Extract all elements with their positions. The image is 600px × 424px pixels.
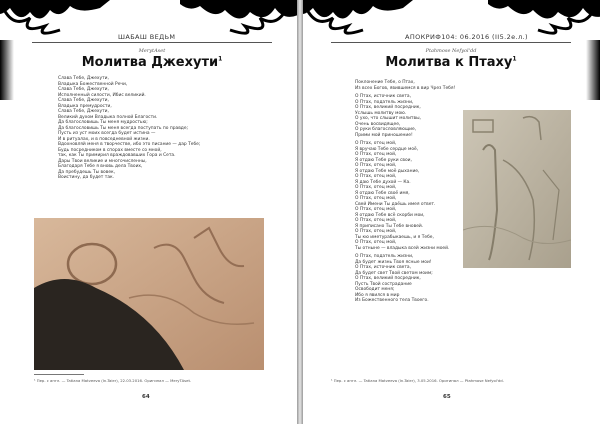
poem-line: Ты кю иметурабыкаешь, и я Тебе, xyxy=(355,234,434,240)
poem-line: Да пребудешь Ты вовек, xyxy=(58,169,116,175)
poem-line: Я отдаю Тебе своё имя, xyxy=(355,190,410,196)
footnote: ¹ Пер. с англ. — Tatiana Matveeva (In-Taier), 3.05.2016. Оригинал — Ptahmose Nefyol'dd. xyxy=(331,378,504,383)
poem-line: О Птах, податель жизни, xyxy=(355,99,414,105)
poem-body xyxy=(355,80,455,304)
ptah-relief-photo-icon xyxy=(463,110,571,268)
poem-line: Слава Тебе, Джехути, xyxy=(58,98,109,103)
relief-photo-icon xyxy=(34,218,264,370)
poem-line: О Птах, источник света, xyxy=(355,94,412,99)
poem-line: Я приписано Ты Тебе вновей. xyxy=(355,223,424,229)
poem-line: Услышь молитву мою. xyxy=(355,110,407,116)
poem-body xyxy=(58,76,200,181)
poem-line: Прими мой приношение! xyxy=(355,132,413,138)
footnote: ¹ Пер. с англ. — Tatiana Matveeva (In-Taier), 22.03.2016. Оригинал — MeryTAset. xyxy=(34,378,192,383)
poem-line: Дары Твои великие и многочисленны, xyxy=(58,158,147,164)
left-edge-shade xyxy=(0,40,14,100)
title-note: 1 xyxy=(218,55,223,63)
poem-line: О Птах, отец мой, xyxy=(355,196,397,201)
poem-line: Я отдаю Тебе всё скорби мои, xyxy=(355,212,425,218)
page-title xyxy=(32,55,272,70)
poem-line: О Птах, отец мой, xyxy=(355,152,397,157)
poem-line: О Птах, отец мой, xyxy=(355,207,397,212)
header-rule xyxy=(331,42,571,43)
poem-line: Из всех Богов, явившемся в вир Чрез Тебя! xyxy=(355,85,456,91)
poem-line: Я вручаю Тебе сердце моё, xyxy=(355,146,419,152)
right-ornament-left-icon xyxy=(303,0,413,40)
title-note: 1 xyxy=(512,55,517,63)
poem-line: Я отдаю Тебе моё дыхание, xyxy=(355,168,420,174)
poem-line: Исполненный силости, Ибис великий. xyxy=(58,92,146,98)
poem-line: Великий духом Владыка полной Благости. xyxy=(58,114,158,120)
running-head: АПОКРИФ104: 06.2016 (ІІ5.2е.л.) xyxy=(405,33,528,41)
poem-line: Слава Тебе, Джехути, xyxy=(58,76,109,81)
poem-line: Я отдаю Тебе руки свои, xyxy=(355,157,412,163)
poem-line: О Птах, великий посредник, xyxy=(355,276,421,281)
poem-line: Ты отныне — владыка всей жизни моей. xyxy=(355,245,450,251)
poem-line: О Птах, отец мой, xyxy=(355,218,397,223)
running-head: ШАБАШ ВЕДЬМ xyxy=(118,33,176,41)
poem-line: Слава Тебе, Джехути, xyxy=(58,87,109,92)
page-number: 64 xyxy=(142,394,150,400)
poem-line: Да благословишь Ты меня мудростью; xyxy=(58,120,148,125)
poem-line: Слава Тебе, Джехути, xyxy=(58,109,109,114)
poem-line: Вдохновляй меня в творчестве, ибо это писание — дар Тебе; xyxy=(58,142,201,147)
poem-line: И в ритуалах, и в повседневной жизни. xyxy=(58,136,150,142)
poem-line: Будь посредником в спорах вместе со мной, xyxy=(58,147,162,153)
poem-line: О Птах, отец мой, xyxy=(355,185,397,190)
poem-line: О Птах, отец мой, xyxy=(355,141,397,146)
poem-line: О ухо, что слышит молитвы, xyxy=(355,116,421,121)
poem-line: Свей Имени Ты даёшь имея ответ. xyxy=(355,201,436,207)
author: MerytAset xyxy=(138,48,166,54)
poem-line: так, как Ты примирил враждовавших Гора и Сета. xyxy=(58,153,176,158)
poem-line: О Птах, великий посредник, xyxy=(355,105,421,110)
right-page xyxy=(303,0,600,424)
poem-line: Поклонение Тебе, о Птах, xyxy=(355,80,415,85)
title-text: Молитва Джехути xyxy=(81,55,219,70)
poem-line: Очень восвидящее, xyxy=(355,121,401,127)
poem-line: Освободит меня; xyxy=(355,287,395,292)
poem-line: О руки благословляющие, xyxy=(355,127,417,132)
poem-line: Да благословишь Ты меня всегда поступать по правде; xyxy=(58,125,188,131)
left-ornament-icon xyxy=(0,0,110,40)
footnote-rule xyxy=(34,374,84,375)
poem-line: О Птах, отец мой, xyxy=(355,174,397,179)
right-edge-shade xyxy=(586,40,600,100)
left-ornament-right-icon xyxy=(180,0,297,40)
poem-line: Ибо я явился в мир xyxy=(355,292,400,298)
page-number: 65 xyxy=(443,394,451,400)
poem-line: Из Божественного тела Твоего. xyxy=(355,298,429,303)
poem-line: О Птах, источник света, xyxy=(355,265,412,270)
poem-line: Пусть Твой сострадание xyxy=(355,281,412,287)
relief-photo xyxy=(34,218,264,370)
page-title xyxy=(331,55,571,70)
poem-line: Пусть из уст моих всегда будет истина — xyxy=(58,131,156,136)
poem-line: Я даю Тебе духой — Ка. xyxy=(355,179,411,185)
relief-photo xyxy=(463,110,571,268)
poem-line: О Птах, податель жизни, xyxy=(355,254,414,259)
author: Ptahmose Nefyol'dd xyxy=(425,48,477,54)
header-rule xyxy=(32,42,272,43)
poem-line: Благодаря Тебе я вновь дела Твоих, xyxy=(58,164,143,169)
poem-line: Воистину, да будет так. xyxy=(58,175,115,180)
left-page xyxy=(0,0,297,424)
poem-line: О Птах, отец мой, xyxy=(355,240,397,245)
poem-line: О Птах, отец мой, xyxy=(355,229,397,234)
poem-line: Владыка премудрости, xyxy=(58,103,112,109)
poem-line: Да будет свет Твой светом моим; xyxy=(355,270,433,276)
title-text: Молитва к Птаху xyxy=(385,55,513,70)
poem-line: Да будет жизнь Твоя ясные мои! xyxy=(355,259,432,265)
poem-line: Владыка Божественной Речи, xyxy=(58,81,128,87)
poem-line: О Птах, отец мой, xyxy=(355,163,397,168)
